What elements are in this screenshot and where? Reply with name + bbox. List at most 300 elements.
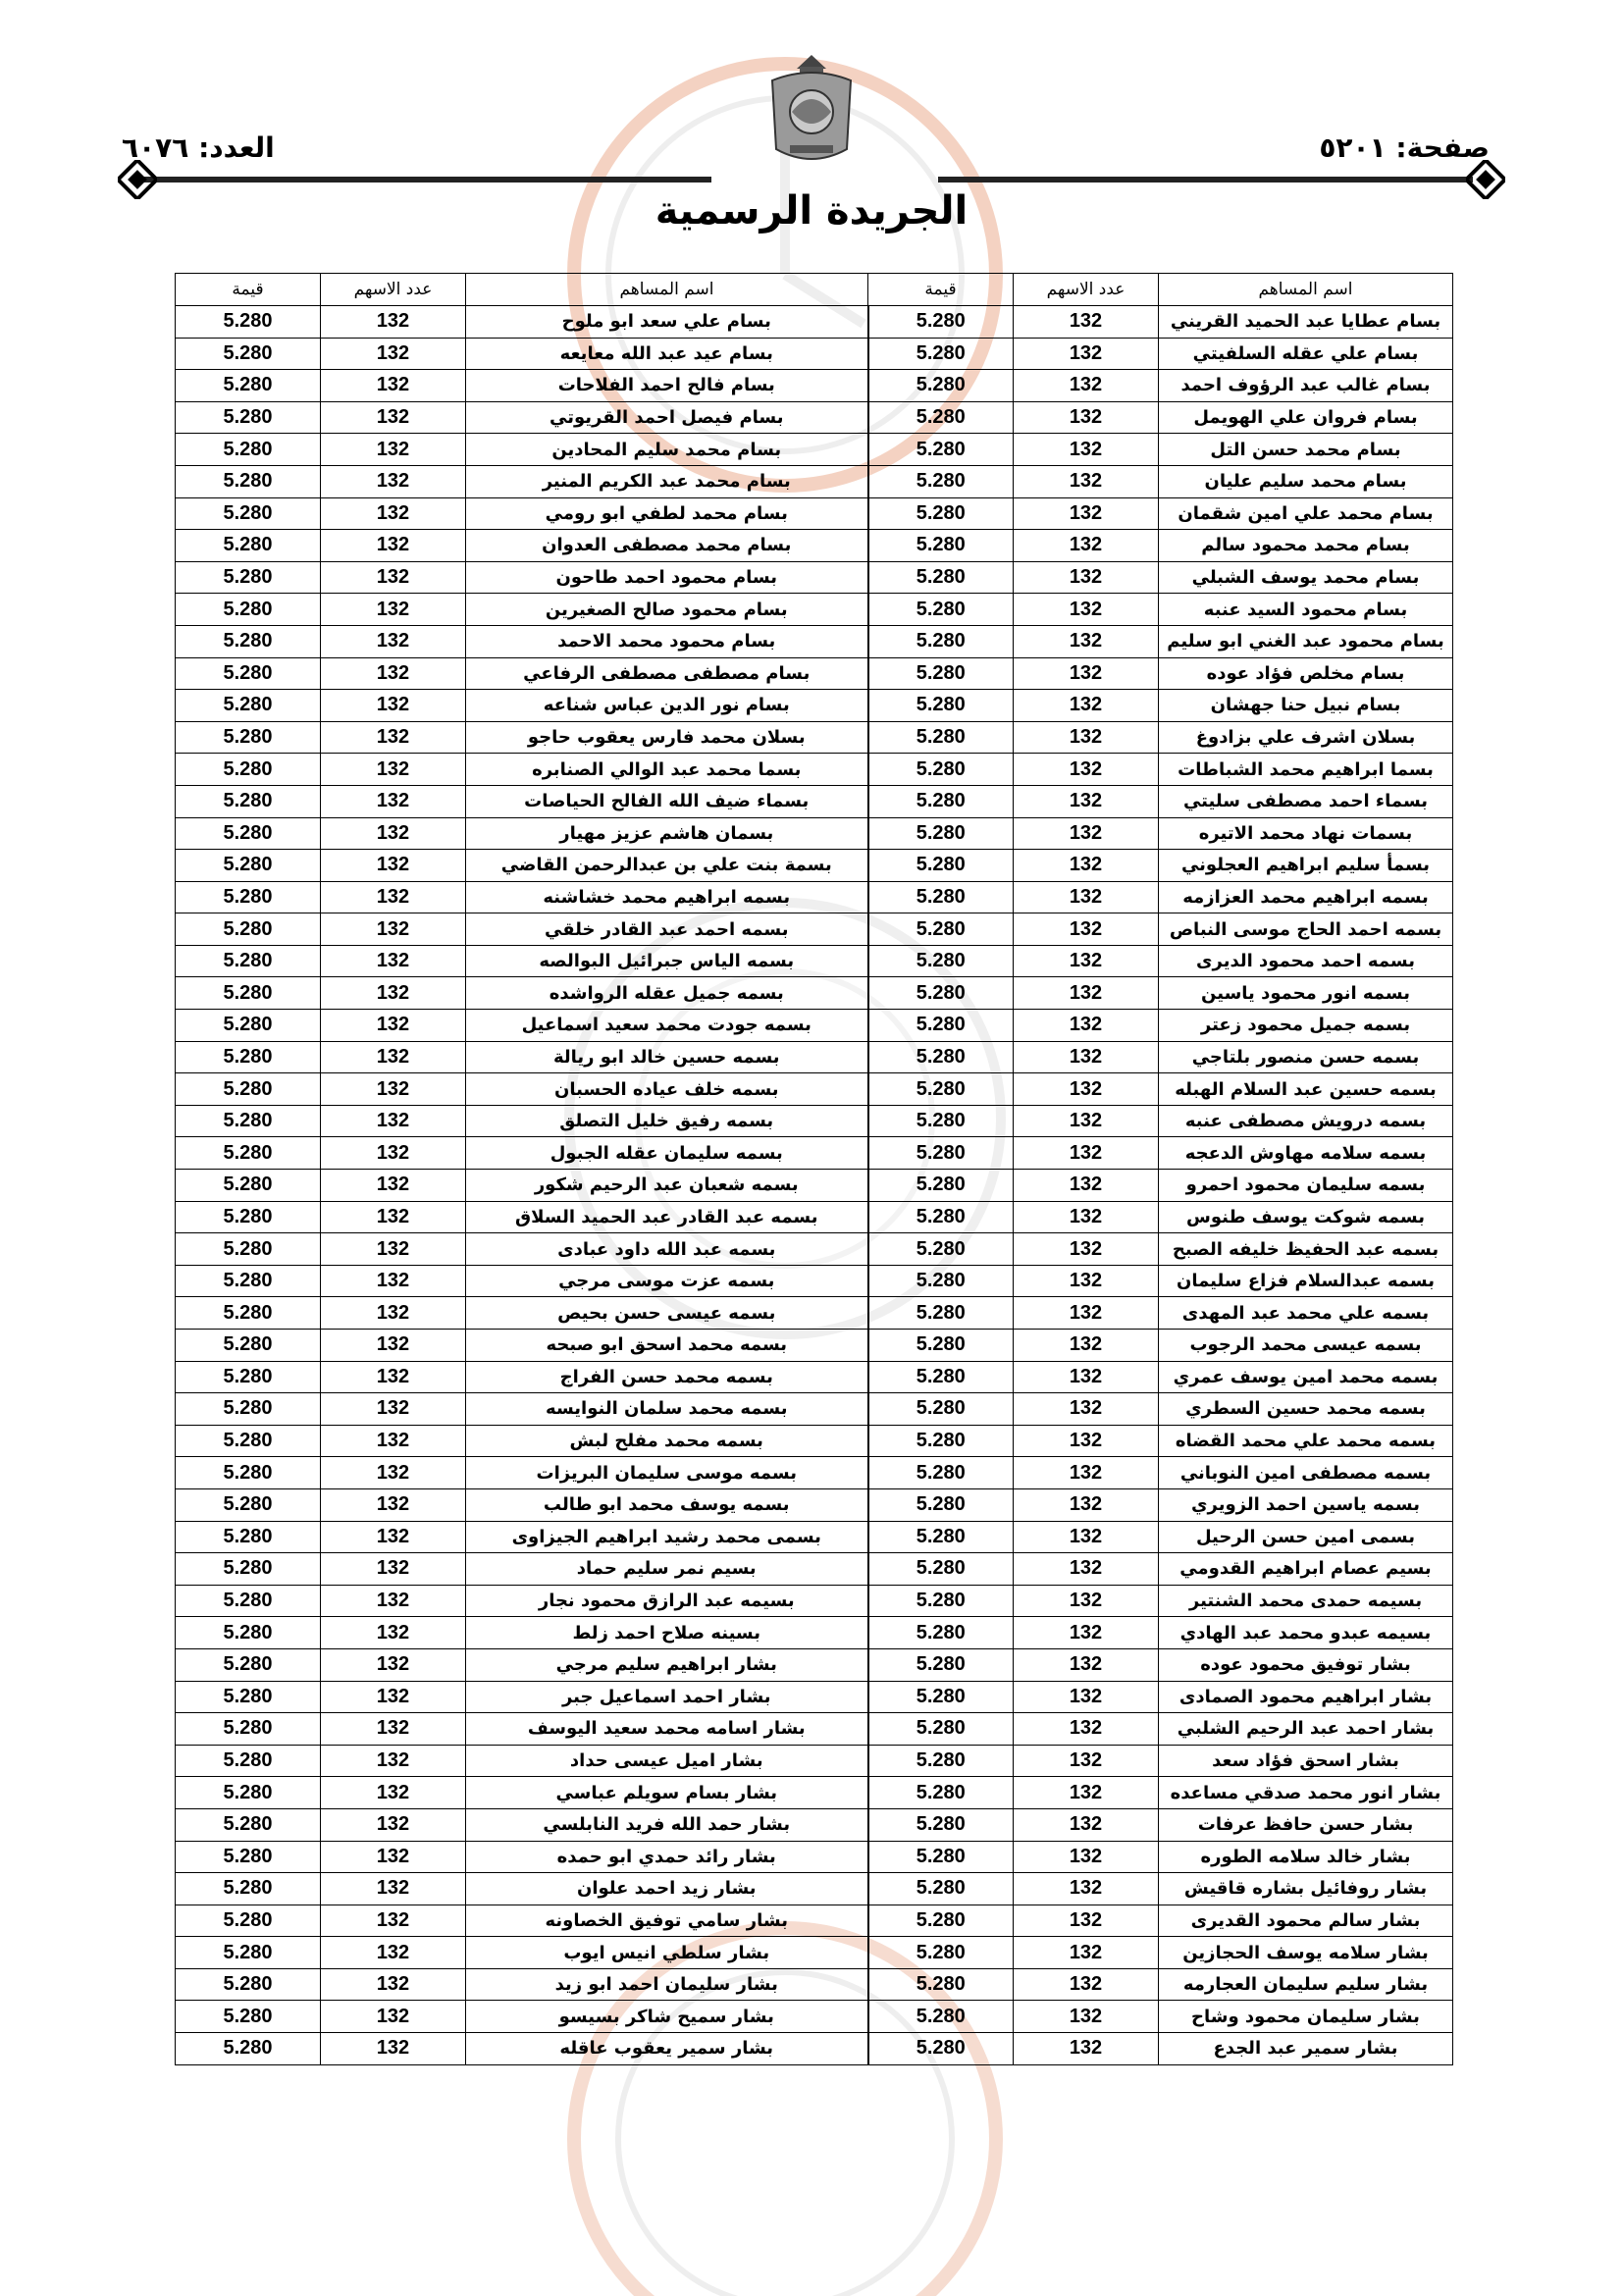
table-row bbox=[176, 1648, 1453, 1681]
shareholder-name: بسمه مصطفى امين النوباني bbox=[1159, 1457, 1453, 1489]
table-row bbox=[176, 1073, 1453, 1106]
column-header-value: قيمة bbox=[868, 274, 1014, 306]
share-count: 132 bbox=[321, 1488, 466, 1521]
share-value: 5.280 bbox=[176, 2001, 321, 2033]
table-row bbox=[176, 1457, 1453, 1489]
shareholder-name: بشار حمد الله فريد النابلسي bbox=[466, 1808, 868, 1841]
share-value: 5.280 bbox=[176, 561, 321, 594]
share-count: 132 bbox=[321, 1905, 466, 1937]
share-count: 132 bbox=[1014, 690, 1159, 722]
shareholder-name: بسلان اشرف علي بزادوغ bbox=[1159, 721, 1453, 754]
shareholder-name: بسمه ابراهيم محمد العزازمه bbox=[1159, 881, 1453, 913]
table-row bbox=[176, 1297, 1453, 1330]
shareholder-name: بسام محمد سليم عليان bbox=[1159, 465, 1453, 497]
shareholder-name: بسام محمد عبد الكريم المنير bbox=[466, 465, 868, 497]
share-value: 5.280 bbox=[868, 306, 1014, 339]
table-row bbox=[176, 401, 1453, 434]
share-value: 5.280 bbox=[176, 850, 321, 882]
share-value: 5.280 bbox=[868, 1968, 1014, 2001]
shareholder-name: بشار سامي توفيق الخصاونه bbox=[466, 1905, 868, 1937]
table-row bbox=[176, 497, 1453, 530]
shareholder-name: بسمه محمد حسين السطري bbox=[1159, 1393, 1453, 1426]
share-count: 132 bbox=[1014, 2001, 1159, 2033]
table-row bbox=[176, 1233, 1453, 1266]
share-count: 132 bbox=[1014, 881, 1159, 913]
table-row bbox=[176, 1330, 1453, 1362]
share-value: 5.280 bbox=[868, 530, 1014, 562]
share-count: 132 bbox=[321, 850, 466, 882]
share-count: 132 bbox=[321, 913, 466, 946]
share-value: 5.280 bbox=[176, 754, 321, 786]
shareholder-name: بسمه سليمان عقله الجبول bbox=[466, 1137, 868, 1170]
table-row bbox=[176, 1553, 1453, 1586]
shareholder-name: بسمه الياس جبرائيل البوالصه bbox=[466, 945, 868, 977]
shareholder-name: بشار توفيق محمود عوده bbox=[1159, 1648, 1453, 1681]
shareholder-name: بسمه شعبان عبد الرحيم شكور bbox=[466, 1170, 868, 1202]
table-row bbox=[176, 1393, 1453, 1426]
shareholder-name: بشار زيد احمد علوان bbox=[466, 1873, 868, 1905]
share-count: 132 bbox=[321, 1681, 466, 1713]
share-count: 132 bbox=[321, 465, 466, 497]
table-row bbox=[176, 434, 1453, 466]
share-count: 132 bbox=[321, 754, 466, 786]
share-count: 132 bbox=[1014, 1330, 1159, 1362]
share-count: 132 bbox=[1014, 657, 1159, 690]
shareholder-name: بسام محمود عبد الغني ابو سليم bbox=[1159, 625, 1453, 657]
share-value: 5.280 bbox=[868, 1425, 1014, 1457]
page-number: صفحة: ٥٢٠١ bbox=[1319, 131, 1490, 164]
shareholder-name: بشار سميح شاكر بسيسو bbox=[466, 2001, 868, 2033]
share-value: 5.280 bbox=[868, 401, 1014, 434]
share-count: 132 bbox=[321, 1937, 466, 1969]
share-count: 132 bbox=[321, 690, 466, 722]
share-value: 5.280 bbox=[176, 657, 321, 690]
share-value: 5.280 bbox=[868, 1521, 1014, 1553]
share-count: 132 bbox=[1014, 1457, 1159, 1489]
share-count: 132 bbox=[321, 1745, 466, 1777]
share-count: 132 bbox=[1014, 721, 1159, 754]
shareholder-name: بشار اميل عيسى حداد bbox=[466, 1745, 868, 1777]
share-count: 132 bbox=[321, 1297, 466, 1330]
share-count: 132 bbox=[1014, 625, 1159, 657]
share-value: 5.280 bbox=[176, 1393, 321, 1426]
share-count: 132 bbox=[1014, 1073, 1159, 1106]
shareholder-name: بسمه حسن منصور بلتاجي bbox=[1159, 1041, 1453, 1073]
share-value: 5.280 bbox=[176, 913, 321, 946]
table-row bbox=[176, 465, 1453, 497]
shareholder-name: بسمه درويش مصطفى عنبه bbox=[1159, 1105, 1453, 1137]
table-row bbox=[176, 1713, 1453, 1746]
page-title: الجريدة الرسمية bbox=[654, 188, 969, 234]
share-count: 132 bbox=[321, 945, 466, 977]
share-count: 132 bbox=[1014, 1968, 1159, 2001]
share-count: 132 bbox=[1014, 1841, 1159, 1873]
share-count: 132 bbox=[1014, 1201, 1159, 1233]
header-rule-right bbox=[938, 177, 1473, 183]
shareholder-name: بسمه عبدالسلام فزاع سليمان bbox=[1159, 1265, 1453, 1297]
share-count: 132 bbox=[321, 657, 466, 690]
share-count: 132 bbox=[321, 1073, 466, 1106]
shareholder-name: بسمات نهاد محمد الاتيره bbox=[1159, 817, 1453, 850]
column-header-shares: عدد الاسهم bbox=[321, 274, 466, 306]
share-count: 132 bbox=[1014, 497, 1159, 530]
share-count: 132 bbox=[1014, 913, 1159, 946]
share-count: 132 bbox=[321, 1841, 466, 1873]
share-count: 132 bbox=[321, 785, 466, 817]
table-row bbox=[176, 1010, 1453, 1042]
share-count: 132 bbox=[321, 1617, 466, 1649]
share-count: 132 bbox=[321, 1553, 466, 1586]
table-row bbox=[176, 1841, 1453, 1873]
share-value: 5.280 bbox=[176, 785, 321, 817]
share-value: 5.280 bbox=[868, 945, 1014, 977]
share-count: 132 bbox=[321, 306, 466, 339]
table-row bbox=[176, 1521, 1453, 1553]
share-value: 5.280 bbox=[868, 913, 1014, 946]
share-value: 5.280 bbox=[868, 625, 1014, 657]
table-row bbox=[176, 1425, 1453, 1457]
shareholder-name: بسيم عصام ابراهيم القدومي bbox=[1159, 1553, 1453, 1586]
share-count: 132 bbox=[1014, 817, 1159, 850]
share-value: 5.280 bbox=[176, 1330, 321, 1362]
table-row bbox=[176, 625, 1453, 657]
share-value: 5.280 bbox=[868, 657, 1014, 690]
share-count: 132 bbox=[1014, 401, 1159, 434]
share-count: 132 bbox=[321, 2001, 466, 2033]
share-count: 132 bbox=[321, 594, 466, 626]
table-row bbox=[176, 657, 1453, 690]
table-row bbox=[176, 1105, 1453, 1137]
share-count: 132 bbox=[321, 1361, 466, 1393]
share-value: 5.280 bbox=[868, 1553, 1014, 1586]
share-value: 5.280 bbox=[868, 754, 1014, 786]
share-value: 5.280 bbox=[868, 1297, 1014, 1330]
share-value: 5.280 bbox=[176, 1233, 321, 1266]
shareholder-name: بشار سمير يعقوب عاقله bbox=[466, 2033, 868, 2065]
share-value: 5.280 bbox=[868, 785, 1014, 817]
shareholder-name: بسمه حسين خالد ابو ريالة bbox=[466, 1041, 868, 1073]
shareholder-name: بسام علي عقله السلفيتي bbox=[1159, 338, 1453, 370]
table-row bbox=[176, 1777, 1453, 1809]
share-value: 5.280 bbox=[176, 881, 321, 913]
share-count: 132 bbox=[1014, 1297, 1159, 1330]
share-count: 132 bbox=[321, 1648, 466, 1681]
shareholder-name: بسمه احمد الحاج موسى النباص bbox=[1159, 913, 1453, 946]
share-value: 5.280 bbox=[176, 625, 321, 657]
share-value: 5.280 bbox=[176, 1873, 321, 1905]
share-count: 132 bbox=[1014, 785, 1159, 817]
shareholder-name: بسمه محمد سلمان النوايسه bbox=[466, 1393, 868, 1426]
shareholder-name: بسام فيصل احمد القريوتي bbox=[466, 401, 868, 434]
table-row bbox=[176, 1905, 1453, 1937]
shareholder-name: بشار روفائيل بشاره قاقيش bbox=[1159, 1873, 1453, 1905]
shareholder-name: بسما محمد عبد الوالي الصنابره bbox=[466, 754, 868, 786]
share-value: 5.280 bbox=[868, 1585, 1014, 1617]
shareholder-name: بشار سلطي انيس ايوب bbox=[466, 1937, 868, 1969]
share-count: 132 bbox=[321, 1105, 466, 1137]
share-count: 132 bbox=[1014, 1170, 1159, 1202]
share-value: 5.280 bbox=[868, 1010, 1014, 1042]
shareholder-name: بسام محمد لطفي ابو رومي bbox=[466, 497, 868, 530]
shareholder-name: بسمه ابراهيم محمد خشاشنه bbox=[466, 881, 868, 913]
share-count: 132 bbox=[1014, 850, 1159, 882]
shareholder-name: بسما ابراهيم محمد الشباطات bbox=[1159, 754, 1453, 786]
table-row bbox=[176, 1808, 1453, 1841]
share-count: 132 bbox=[321, 1330, 466, 1362]
shareholder-name: بسمه احمد عبد القادر خلقي bbox=[466, 913, 868, 946]
share-value: 5.280 bbox=[868, 1265, 1014, 1297]
shareholder-name: بسمه محمد اسحق ابو صبحه bbox=[466, 1330, 868, 1362]
shareholder-name: بسينه صلاح احمد زلط bbox=[466, 1617, 868, 1649]
share-value: 5.280 bbox=[176, 1713, 321, 1746]
share-value: 5.280 bbox=[868, 1488, 1014, 1521]
shareholder-name: بسمه محمد علي محمد القضاه bbox=[1159, 1425, 1453, 1457]
shareholder-name: بسام محمود السيد عنبه bbox=[1159, 594, 1453, 626]
shareholder-name: بسمه عبد القادر عبد الحميد السلاق bbox=[466, 1201, 868, 1233]
share-count: 132 bbox=[321, 977, 466, 1010]
shareholder-name: بسام غالب عبد الرؤوف احمد bbox=[1159, 370, 1453, 402]
share-value: 5.280 bbox=[176, 306, 321, 339]
share-value: 5.280 bbox=[176, 1425, 321, 1457]
table-row bbox=[176, 913, 1453, 946]
column-header-name: اسم المساهم bbox=[1159, 274, 1453, 306]
share-value: 5.280 bbox=[176, 465, 321, 497]
share-count: 132 bbox=[321, 434, 466, 466]
share-count: 132 bbox=[1014, 1937, 1159, 1969]
share-count: 132 bbox=[321, 497, 466, 530]
share-count: 132 bbox=[321, 1010, 466, 1042]
issue-number: العدد: ٦٠٧٦ bbox=[122, 131, 275, 164]
share-value: 5.280 bbox=[176, 401, 321, 434]
table-row bbox=[176, 754, 1453, 786]
share-count: 132 bbox=[321, 1170, 466, 1202]
shareholder-name: بشار سلامه يوسف الحجازين bbox=[1159, 1937, 1453, 1969]
share-count: 132 bbox=[321, 881, 466, 913]
share-value: 5.280 bbox=[868, 1617, 1014, 1649]
share-value: 5.280 bbox=[868, 1393, 1014, 1426]
shareholder-name: بشار رائد حمدي ابو حمده bbox=[466, 1841, 868, 1873]
table-row bbox=[176, 2033, 1453, 2065]
shareholder-name: بسمه علي محمد عبد المهدى bbox=[1159, 1297, 1453, 1330]
share-count: 132 bbox=[321, 1201, 466, 1233]
shareholder-name: بسمه سلامه مهاوش الدعجه bbox=[1159, 1137, 1453, 1170]
share-value: 5.280 bbox=[176, 945, 321, 977]
shareholder-name: بسمة بنت علي بن عبدالرحمن القاضي bbox=[466, 850, 868, 882]
shareholder-name: بسام نبيل حنا جهشان bbox=[1159, 690, 1453, 722]
share-count: 132 bbox=[1014, 1105, 1159, 1137]
share-value: 5.280 bbox=[868, 1841, 1014, 1873]
share-count: 132 bbox=[1014, 2033, 1159, 2065]
share-value: 5.280 bbox=[176, 370, 321, 402]
shareholder-name: بشار سمير عبد الجدع bbox=[1159, 2033, 1453, 2065]
share-value: 5.280 bbox=[868, 977, 1014, 1010]
table-row bbox=[176, 1617, 1453, 1649]
share-count: 132 bbox=[321, 2033, 466, 2065]
share-count: 132 bbox=[321, 370, 466, 402]
share-value: 5.280 bbox=[868, 1648, 1014, 1681]
share-value: 5.280 bbox=[868, 497, 1014, 530]
share-count: 132 bbox=[1014, 1361, 1159, 1393]
shareholder-name: بسمه سليمان محمود احمرو bbox=[1159, 1170, 1453, 1202]
share-count: 132 bbox=[321, 721, 466, 754]
table-row bbox=[176, 1361, 1453, 1393]
share-value: 5.280 bbox=[868, 1713, 1014, 1746]
shareholder-name: بسام محمود صالح الصغيرين bbox=[466, 594, 868, 626]
shareholder-name: بسيمه عبد الرازق محمود نجار bbox=[466, 1585, 868, 1617]
table-row bbox=[176, 785, 1453, 817]
share-value: 5.280 bbox=[868, 721, 1014, 754]
shareholder-name: بسيمه حمدى محمد الشنتير bbox=[1159, 1585, 1453, 1617]
share-count: 132 bbox=[321, 561, 466, 594]
share-count: 132 bbox=[1014, 434, 1159, 466]
share-value: 5.280 bbox=[868, 1905, 1014, 1937]
share-count: 132 bbox=[1014, 1041, 1159, 1073]
share-count: 132 bbox=[1014, 370, 1159, 402]
share-value: 5.280 bbox=[868, 1681, 1014, 1713]
share-count: 132 bbox=[1014, 754, 1159, 786]
share-count: 132 bbox=[1014, 1233, 1159, 1266]
shareholder-name: بسام محمود محمد الاحمد bbox=[466, 625, 868, 657]
shareholder-name: بسمه خلف عياده الحسبان bbox=[466, 1073, 868, 1106]
share-value: 5.280 bbox=[176, 1808, 321, 1841]
shareholder-name: بسام محمد مصطفى العدوان bbox=[466, 530, 868, 562]
share-count: 132 bbox=[1014, 1808, 1159, 1841]
share-value: 5.280 bbox=[868, 2033, 1014, 2065]
share-count: 132 bbox=[321, 1713, 466, 1746]
share-count: 132 bbox=[1014, 1488, 1159, 1521]
header-rule-left bbox=[137, 177, 711, 183]
shareholder-name: بسام نور الدين عباس شناعه bbox=[466, 690, 868, 722]
shareholder-name: بسام محمد محمود سالم bbox=[1159, 530, 1453, 562]
share-value: 5.280 bbox=[176, 1457, 321, 1489]
share-count: 132 bbox=[321, 530, 466, 562]
shareholder-name: بسمه عيسى حسن بحيص bbox=[466, 1297, 868, 1330]
share-count: 132 bbox=[321, 1425, 466, 1457]
shareholder-name: بسمه شوكت يوسف طنوس bbox=[1159, 1201, 1453, 1233]
share-count: 132 bbox=[321, 1873, 466, 1905]
shareholder-name: بسمه عبد الحفيظ خليفه الصبح bbox=[1159, 1233, 1453, 1266]
share-value: 5.280 bbox=[868, 594, 1014, 626]
share-value: 5.280 bbox=[868, 1073, 1014, 1106]
shareholder-name: بشار سليمان احمد ابو زيد bbox=[466, 1968, 868, 2001]
share-count: 132 bbox=[1014, 977, 1159, 1010]
share-count: 132 bbox=[1014, 465, 1159, 497]
share-value: 5.280 bbox=[176, 1488, 321, 1521]
share-value: 5.280 bbox=[868, 1105, 1014, 1137]
shareholder-name: بشار اسامه محمد سعيد اليوسف bbox=[466, 1713, 868, 1746]
share-count: 132 bbox=[321, 625, 466, 657]
table-row bbox=[176, 817, 1453, 850]
shareholder-name: بسمه جميل محمود زعتر bbox=[1159, 1010, 1453, 1042]
shareholder-name: بسام محمد سليم المحادين bbox=[466, 434, 868, 466]
share-value: 5.280 bbox=[868, 1937, 1014, 1969]
table-row bbox=[176, 370, 1453, 402]
share-value: 5.280 bbox=[868, 1201, 1014, 1233]
share-value: 5.280 bbox=[176, 1617, 321, 1649]
table-row bbox=[176, 338, 1453, 370]
share-value: 5.280 bbox=[176, 1170, 321, 1202]
share-value: 5.280 bbox=[176, 977, 321, 1010]
shareholder-name: بشار حسن حافظ عرفات bbox=[1159, 1808, 1453, 1841]
shareholder-name: بسمى محمد رشيد ابراهيم الجيزاوى bbox=[466, 1521, 868, 1553]
share-value: 5.280 bbox=[868, 1808, 1014, 1841]
share-value: 5.280 bbox=[868, 1233, 1014, 1266]
share-value: 5.280 bbox=[176, 1648, 321, 1681]
share-count: 132 bbox=[1014, 594, 1159, 626]
share-count: 132 bbox=[1014, 1553, 1159, 1586]
shareholder-name: بسمه ياسين احمد الزويري bbox=[1159, 1488, 1453, 1521]
share-value: 5.280 bbox=[176, 690, 321, 722]
coat-of-arms-icon bbox=[762, 51, 861, 169]
shareholder-name: بسماء ضيف الله الفالح الحياصات bbox=[466, 785, 868, 817]
table-row bbox=[176, 1745, 1453, 1777]
share-value: 5.280 bbox=[176, 1010, 321, 1042]
table-row bbox=[176, 1201, 1453, 1233]
share-count: 132 bbox=[1014, 1681, 1159, 1713]
share-value: 5.280 bbox=[868, 1745, 1014, 1777]
shareholder-name: بشار احمد عبد الرحيم الشلبي bbox=[1159, 1713, 1453, 1746]
shareholder-name: بسلان محمد فارس يعقوب حاجو bbox=[466, 721, 868, 754]
share-value: 5.280 bbox=[868, 434, 1014, 466]
share-count: 132 bbox=[1014, 1265, 1159, 1297]
share-count: 132 bbox=[1014, 338, 1159, 370]
shareholder-name: بسمه محمد امين يوسف عمري bbox=[1159, 1361, 1453, 1393]
shareholder-name: بسام محمود احمد طاحون bbox=[466, 561, 868, 594]
share-value: 5.280 bbox=[868, 881, 1014, 913]
table-row bbox=[176, 1585, 1453, 1617]
share-value: 5.280 bbox=[176, 594, 321, 626]
share-value: 5.280 bbox=[868, 1457, 1014, 1489]
share-value: 5.280 bbox=[176, 1777, 321, 1809]
shareholder-name: بشار انور محمد صدقي مساعده bbox=[1159, 1777, 1453, 1809]
shareholder-name: بسمه محمد مفلح لبش bbox=[466, 1425, 868, 1457]
shareholder-name: بشار احمد اسماعيل جبر bbox=[466, 1681, 868, 1713]
share-count: 132 bbox=[321, 1457, 466, 1489]
share-value: 5.280 bbox=[176, 1105, 321, 1137]
shareholder-name: بسام محمد حسن التل bbox=[1159, 434, 1453, 466]
shareholder-name: بسمه عزت موسى مرجي bbox=[466, 1265, 868, 1297]
shareholders-table bbox=[175, 273, 1453, 2065]
table-row bbox=[176, 1681, 1453, 1713]
shareholder-name: بسمه موسى سليمان البريزات bbox=[466, 1457, 868, 1489]
table-row bbox=[176, 1137, 1453, 1170]
share-value: 5.280 bbox=[176, 1745, 321, 1777]
share-value: 5.280 bbox=[176, 1137, 321, 1170]
share-value: 5.280 bbox=[176, 1297, 321, 1330]
table-row bbox=[176, 850, 1453, 882]
table-row bbox=[176, 1041, 1453, 1073]
shareholder-name: بسمى امين حسن الرحيل bbox=[1159, 1521, 1453, 1553]
shareholder-name: بسام مصطفى مصطفى الرفاعي bbox=[466, 657, 868, 690]
share-value: 5.280 bbox=[868, 1777, 1014, 1809]
shareholder-name: بسمه عبد الله داود عبادى bbox=[466, 1233, 868, 1266]
table-row bbox=[176, 881, 1453, 913]
share-value: 5.280 bbox=[176, 1073, 321, 1106]
share-value: 5.280 bbox=[868, 1041, 1014, 1073]
table-row bbox=[176, 977, 1453, 1010]
table-row bbox=[176, 1937, 1453, 1969]
share-value: 5.280 bbox=[868, 1137, 1014, 1170]
share-value: 5.280 bbox=[176, 1937, 321, 1969]
share-value: 5.280 bbox=[176, 1841, 321, 1873]
share-count: 132 bbox=[321, 1233, 466, 1266]
share-count: 132 bbox=[1014, 561, 1159, 594]
share-count: 132 bbox=[321, 1777, 466, 1809]
shareholder-name: بشار بسام سويلم عباسي bbox=[466, 1777, 868, 1809]
share-count: 132 bbox=[1014, 1648, 1159, 1681]
shareholder-name: بسمه يوسف محمد ابو طالب bbox=[466, 1488, 868, 1521]
table-row bbox=[176, 594, 1453, 626]
